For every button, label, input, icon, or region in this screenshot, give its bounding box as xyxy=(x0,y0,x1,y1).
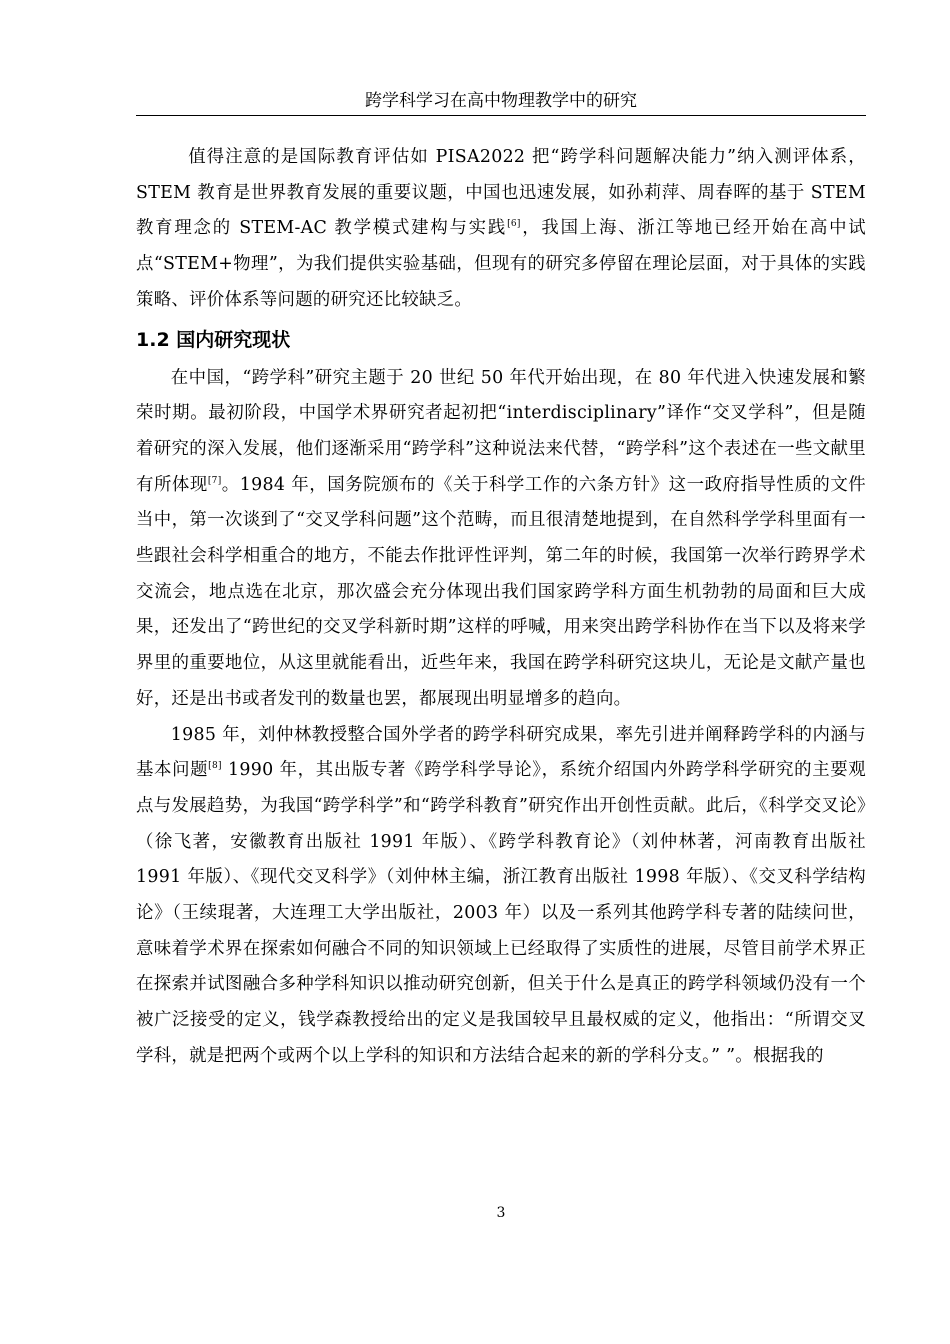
paragraph-text: 。1984 年，国务院颁布的《关于科学工作的六条方针》这一政府指导性质的文件当中，第一次谈到了“交叉学科问题”这个范畴，而且很清楚地提到，在自然科学学科里面有一些跟社会科学相重合的地方，不能去作批评性评判，第二年的时候，我国第一次举行跨界学术交流会，地点选在北京，那次盛会充分体现出我们国家跨学科方面生机勃勃的局面和巨大成果，还发出了“跨世纪的交叉学科新时期”这样的呼喊，用来突出跨学科协作在当下以及将来学界里的重要地位，从这里就能看出，近些年来，我国在跨学科研究这块儿，无论是文献产量也好，还是出书或者发刊的数量也罢，都展现出明显增多的趋向。 xyxy=(136,474,866,709)
running-header: 跨学科学习在高中物理教学中的研究 xyxy=(365,91,637,111)
paragraph-text: ，我国上海、浙江等地已经开始在高中试点“STEM+物理”，为我们提供实验基础，但现有的研究多停留在理论层面，对于具体的实践策略、评价体系等问题的研究还比较缺乏。 xyxy=(136,218,867,310)
citation-ref: [6] xyxy=(507,219,521,230)
paragraph-domestic-history xyxy=(136,361,866,718)
citation-ref: [7] xyxy=(207,475,222,486)
paragraph-text: 在中国，“跨学科”研究主题于 20 世纪 50 年代开始出现，在 80 年代进入快速发展和繁荣时期。最初阶段，中国学术界研究者起初把“interdisciplinary”译作“交叉学科”，但是随着研究的深入发展，他们逐渐采用“跨学科”这种说法来代替，“跨学科”这个表述在一些文献里有所体现 xyxy=(136,367,866,495)
header-rule xyxy=(136,115,866,116)
paragraph-text: 值得注意的是国际教育评估如 PISA2022 把“跨学科问题解决能力”纳入测评体系，STEM 教育是世界教育发展的重要议题，中国也迅速发展，如孙莉萍、周春晖的基于 STEM 教育理念的 STEM-AC 教学模式建构与实践 xyxy=(136,147,866,239)
paragraph-text: 1990 年，其出版专著《跨学科学导论》，系统介绍国内外跨学科学研究的主要观点与发展趋势，为我国“跨学科学”和“跨学科教育”研究作出开创性贡献。此后，《科学交叉论》（徐飞著，安徽教育出版社 1991 年版）、《跨学科教育论》（刘仲林著，河南教育出版社 1991 年版）、《现代交叉科学》（刘仲林主编，浙江教育出版社 1998 年版）、《交叉科学结构论》（王续琨著，大连理工大学出版社，2003 年）以及一系列其他跨学科专著的陆续问世，意味着学术界在探索如何融合不同的知识领域上已经取得了实质性的进展，尽管目前学术界正在探索并试图融合多种学科知识以推动研究创新，但关于什么是真正的跨学科领域仍没有一个被广泛接受的定义，钱学森教授给出的定义是我国较早且最权威的定义，他指出：“所谓交叉学科，就是把两个或两个以上学科的知识和方法结合起来的新的学科分支。” ”。根据我的 xyxy=(136,760,866,1066)
paragraph-liu-zhonglin xyxy=(136,718,866,1075)
citation-ref: [8] xyxy=(208,761,222,772)
paragraph-pisa-stem xyxy=(136,140,866,319)
paragraph-text: 1985 年，刘仲林教授整合国外学者的跨学科研究成果，率先引进并阐释跨学科的内涵与基本问题 xyxy=(136,724,866,781)
section-heading: 1.2 国内研究现状 xyxy=(136,328,291,351)
page-number: 3 xyxy=(496,1205,506,1221)
document-body xyxy=(136,140,866,1075)
